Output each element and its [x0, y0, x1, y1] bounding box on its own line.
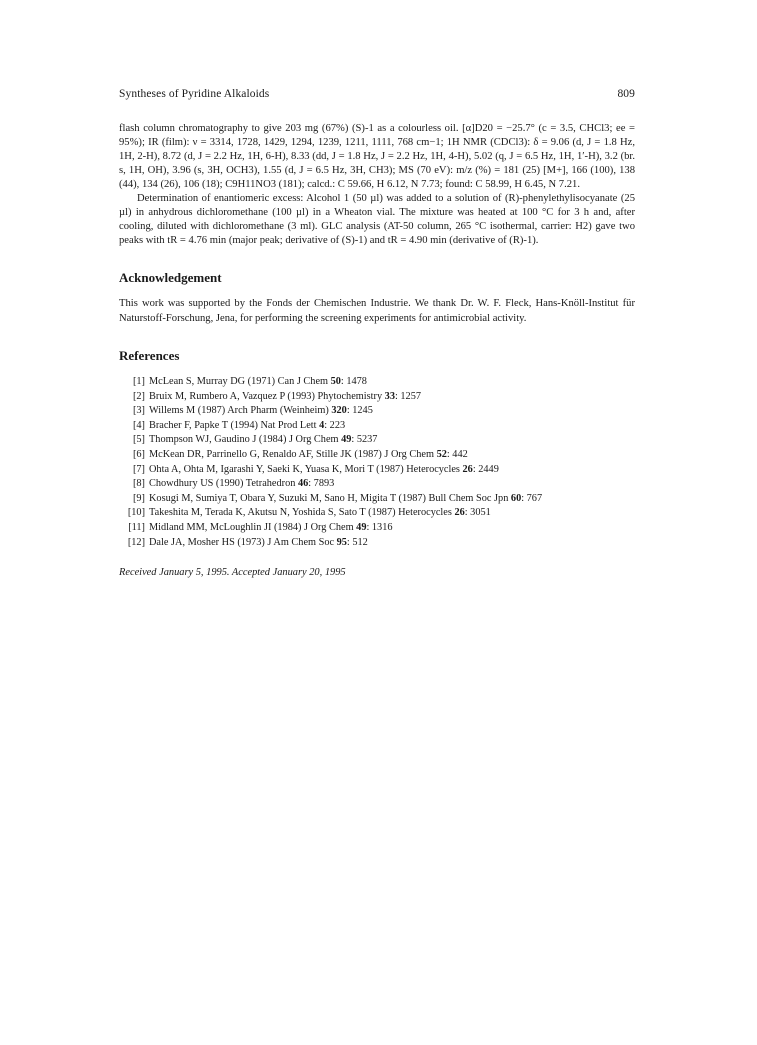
- reference-source: Bruix M, Rumbero A, Vazquez P (1993) Phytochemistry: [149, 390, 385, 402]
- reference-number: [1]: [132, 376, 145, 387]
- reference-item: [119, 419, 635, 434]
- reference-item: [119, 477, 635, 492]
- paper-page: [119, 88, 635, 578]
- reference-pages: : 1257: [394, 390, 421, 402]
- reference-number: [9]: [132, 492, 145, 504]
- reference-volume: 95: [336, 536, 347, 548]
- reference-item: [119, 521, 635, 536]
- reference-citation: [149, 419, 345, 434]
- reference-citation: [149, 448, 468, 463]
- experimental-section: [119, 122, 635, 248]
- reference-number: [10]: [127, 507, 145, 519]
- experimental-paragraph: [119, 122, 635, 192]
- reference-volume: 320: [331, 405, 347, 417]
- experimental-line: CH3); MS (70 eV): m/z (%) = 181 (25) [M+], 166 (100), 138 (44), 134 (26), 106 (18); C9H11NO3 (181);: [119, 165, 635, 190]
- reference-item: [119, 404, 635, 419]
- reference-source: Midland MM, McLoughlin JI (1984) J Org Chem: [149, 521, 357, 533]
- ee-determination-paragraph: Determination of enantiomeric excess: Alcohol 1 (50 µl) was added to a solution of (R)-phenylethylisocyanate (25 µl) in anhydrous dichloromethane (100 µl) in a Wheaton vial. The mixture was heated at 100 °C for 3 h and, after cooling, diluted with dichloromethane (3 ml). GLC analysis (AT-50 column, 265 °C isothermal, carrier: H2) gave two peaks with tR = 4.76 min (major peak; derivative of (S)-1) and tR = 4.90 min (derivative of (R)-1).: [119, 193, 635, 246]
- reference-citation: [149, 521, 393, 536]
- reference-item: [119, 536, 635, 551]
- reference-volume: 46: [297, 478, 309, 490]
- acknowledgement-heading: Acknowledgement: [119, 270, 222, 285]
- reference-pages: : 3051: [464, 507, 491, 519]
- reference-volume: 26: [462, 463, 473, 475]
- reference-volume: 4: [319, 419, 325, 431]
- reference-item: [119, 433, 635, 448]
- running-head: [119, 88, 635, 100]
- experimental-line: flash column chromatography to give 203 mg (67%) (S)-1 as a colourless oil. [α]D20 = −25.7° (c = 3.5,: [119, 123, 576, 134]
- reference-number: [2]: [132, 390, 145, 402]
- received-dates: Received January 5, 1995. Accepted January 20, 1995: [119, 567, 346, 579]
- reference-citation: [149, 433, 377, 448]
- reference-source: Ohta A, Ohta M, Igarashi Y, Saeki K, Yuasa K, Mori T (1987) Heterocycles: [149, 463, 463, 475]
- reference-number: [7]: [132, 463, 145, 475]
- reference-item: [119, 506, 635, 521]
- experimental-line: δ = 9.06 (d, J = 1.8 Hz, 1H, 2-H), 8.72 (d, J = 2.2 Hz, 1H, 6-H), 8.33 (dd, J = 1.8 Hz, J = 2.2 Hz, 1H,: [119, 137, 635, 162]
- reference-pages: : 2449: [472, 463, 499, 475]
- reference-pages: : 5237: [351, 434, 378, 446]
- reference-source: Bracher F, Papke T (1994) Nat Prod Lett: [149, 419, 320, 431]
- reference-pages: : 7893: [308, 478, 335, 490]
- reference-citation: [149, 477, 334, 492]
- reference-citation: [149, 463, 499, 478]
- reference-citation: [149, 375, 367, 390]
- reference-citation: [149, 506, 491, 521]
- reference-volume: 33: [384, 390, 395, 402]
- experimental-line: CHCl3; ee = 95%); IR (film): ν = 3314, 1728, 1429, 1294, 1239, 1211, 1111, 768 cm−1; 1H NMR (CDCl3):: [119, 123, 635, 148]
- reference-pages: : 767: [521, 492, 543, 504]
- reference-item: [119, 463, 635, 478]
- reference-pages: : 512: [346, 536, 368, 548]
- reference-item: [119, 390, 635, 405]
- reference-volume: 50: [330, 376, 341, 387]
- reference-citation: [149, 536, 368, 551]
- reference-source: Chowdhury US (1990) Tetrahedron: [149, 478, 298, 490]
- reference-item: [119, 375, 635, 390]
- reference-volume: 52: [436, 448, 447, 460]
- reference-number: [6]: [132, 448, 145, 460]
- reference-list: [119, 375, 635, 550]
- reference-number: [4]: [132, 419, 145, 431]
- reference-pages: : 1245: [346, 405, 373, 417]
- reference-volume: 49: [356, 521, 367, 533]
- reference-volume: 49: [341, 434, 352, 446]
- reference-item: [119, 492, 635, 507]
- experimental-line: calcd.: C 59.66, H 6.12, N 7.73; found: C 58.99, H 6.45, N 7.21.: [307, 179, 580, 190]
- reference-pages: : 223: [324, 419, 346, 431]
- reference-item: [119, 448, 635, 463]
- reference-source: Dale JA, Mosher HS (1973) J Am Chem Soc: [149, 536, 337, 548]
- reference-number: [3]: [132, 405, 145, 417]
- reference-number: [5]: [132, 434, 145, 446]
- reference-source: Takeshita M, Terada K, Akutsu N, Yoshida S, Sato T (1987) Heterocycles: [149, 507, 455, 519]
- reference-number: [11]: [128, 521, 145, 533]
- reference-source: McKean DR, Parrinello G, Renaldo AF, Stille JK (1987) J Org Chem: [149, 448, 437, 460]
- experimental-line: 4-H), 5.02 (q, J = 6.5 Hz, 1H, 1′-H), 3.2 (br. s, 1H, OH), 3.96 (s, 3H, OCH3), 1.55 (d, J = 6.5 Hz, 3H,: [119, 151, 636, 176]
- reference-pages: : 442: [446, 448, 468, 460]
- reference-volume: 60: [510, 492, 522, 504]
- references-heading: References: [119, 348, 180, 363]
- reference-pages: : 1316: [366, 521, 393, 533]
- reference-pages: : 1478: [340, 376, 367, 387]
- reference-citation: [149, 390, 421, 405]
- reference-source: McLean S, Murray DG (1971) Can J Chem: [149, 376, 331, 387]
- page-number: 809: [617, 88, 635, 100]
- running-title: Syntheses of Pyridine Alkaloids: [119, 88, 270, 100]
- reference-source: Willems M (1987) Arch Pharm (Weinheim): [149, 405, 332, 417]
- reference-source: Kosugi M, Sumiya T, Obara Y, Suzuki M, Sano H, Migita T (1987) Bull Chem Soc Jpn: [149, 492, 511, 504]
- reference-citation: [149, 492, 542, 507]
- acknowledgement-text: This work was supported by the Fonds der Chemischen Industrie. We thank Dr. W. F. Fleck, Hans-Knöll-Institut für Naturstoff-Forschung, Jena, for performing the screening experiments for antimicrobial activity.: [119, 298, 635, 324]
- reference-citation: [149, 404, 373, 419]
- reference-number: [8]: [132, 478, 145, 490]
- reference-volume: 26: [454, 507, 465, 519]
- reference-source: Thompson WJ, Gaudino J (1984) J Org Chem: [149, 434, 342, 446]
- reference-number: [12]: [127, 536, 145, 548]
